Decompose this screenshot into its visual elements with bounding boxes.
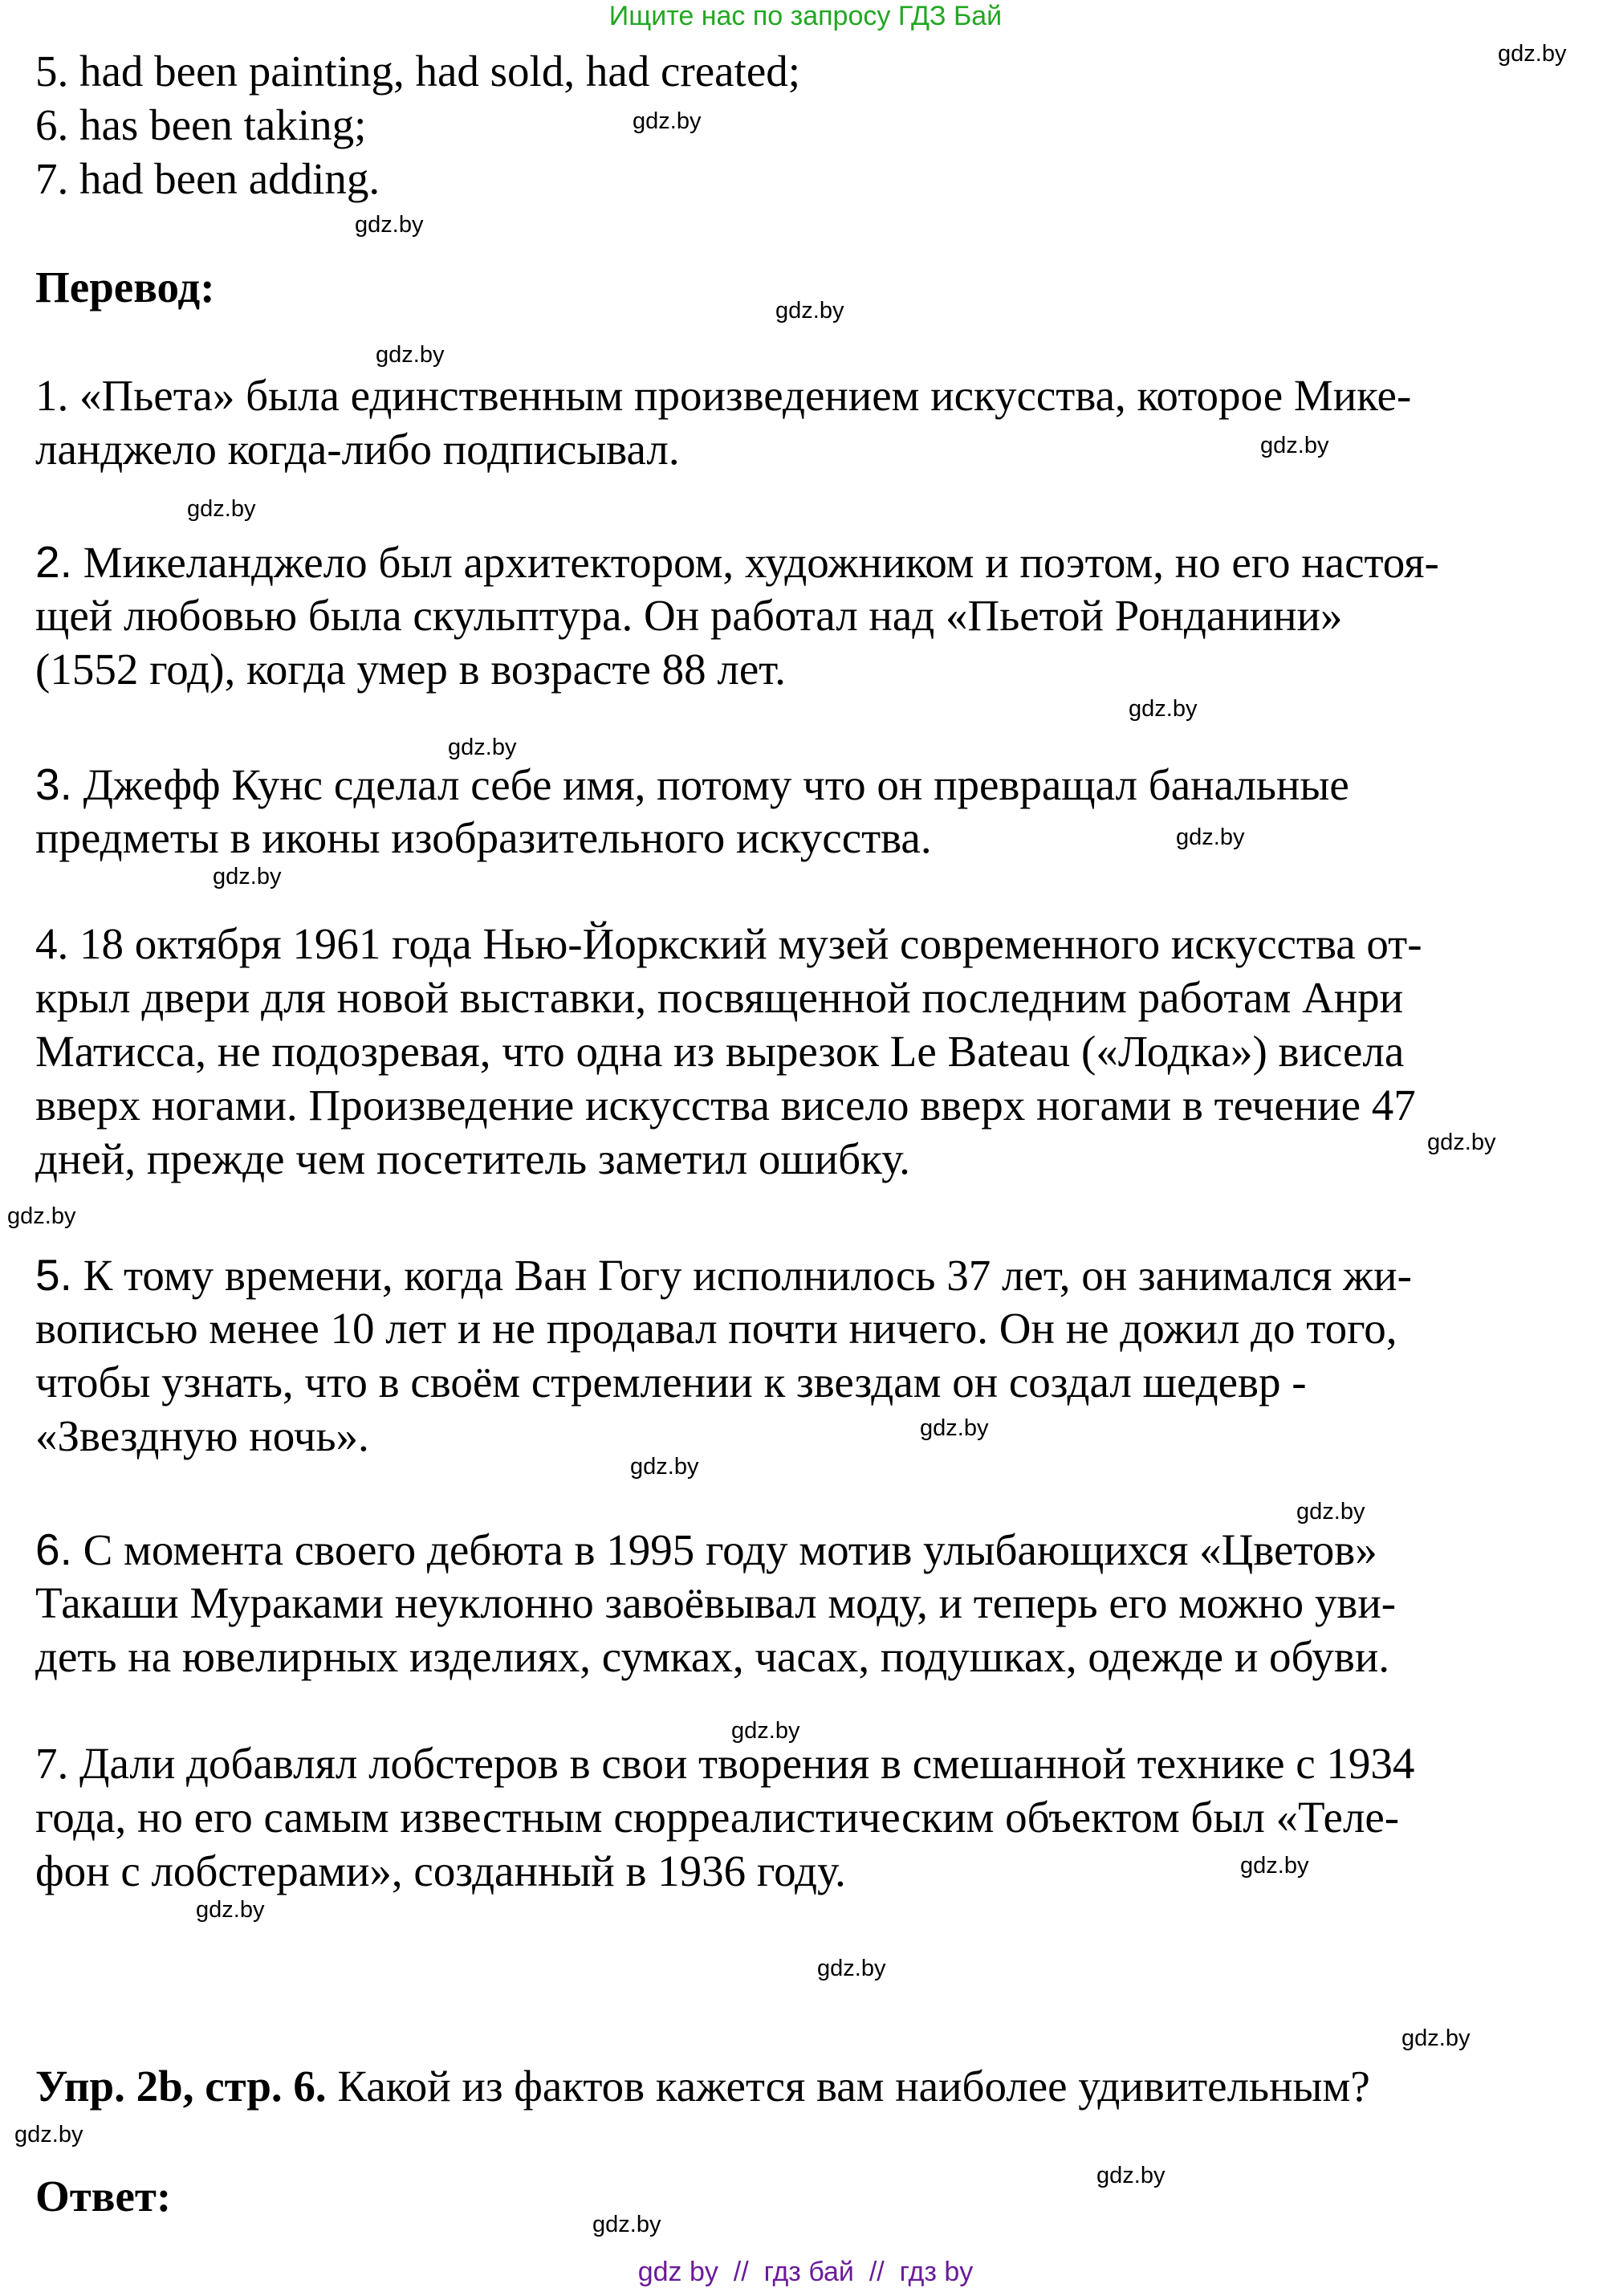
answer-line-7: 7. had been adding.	[35, 154, 380, 203]
exercise-question-line	[35, 2060, 1370, 2113]
paragraph-6-number: 6.	[35, 1525, 72, 1574]
paragraph-3-line-1	[35, 758, 1349, 812]
paragraph-4-line-1	[35, 918, 1422, 971]
paragraph-2-line-3: (1552 год), когда умер в возрасте 88 лет.	[35, 645, 786, 694]
footer-links[interactable]: gdz by // гдз бай // гдз by	[637, 2257, 974, 2287]
paragraph-4-line-2: крыл двери для новой выставки, посвященной последним работам Анри	[35, 973, 1404, 1022]
paragraph-6-line-2: Такаши Мураками неуклонно завоёвывал моду, и теперь его можно уви-	[35, 1578, 1397, 1627]
paragraph-7-line-2: года, но его самым известным сюрреалистическим объектом был «Теле-	[35, 1793, 1400, 1842]
exercise-label: Упр. 2b, стр. 6.	[35, 2062, 327, 2111]
paragraph-5-number: 5.	[35, 1250, 72, 1300]
watermark: gdz.by	[633, 108, 702, 134]
paragraph-6-line-3: деть на ювелирных изделиях, сумках, часах, подушках, одежде и обуви.	[35, 1632, 1390, 1681]
paragraph-1-text: «Пьета» была единственным произведением искусства, которое Мике-	[79, 371, 1412, 420]
top-banner[interactable]: Ищите нас по запросу ГДЗ Бай	[608, 1, 1003, 31]
watermark: gdz.by	[1096, 2163, 1166, 2188]
watermark: gdz.by	[1427, 1130, 1496, 1155]
answer-heading: Ответ:	[35, 2172, 172, 2221]
watermark: gdz.by	[1176, 824, 1245, 850]
paragraph-4-line-5: дней, прежде чем посетитель заметил ошибку.	[35, 1134, 910, 1183]
paragraph-7-number: 7.	[35, 1739, 69, 1788]
watermark: gdz.by	[1296, 1499, 1365, 1525]
exercise-question: Какой из фактов кажется вам наиболее удивительным?	[337, 2062, 1370, 2111]
translation-heading: Перевод:	[35, 263, 215, 311]
paragraph-5-line-4: «Звездную ночь».	[35, 1411, 369, 1460]
watermark: gdz.by	[592, 2212, 661, 2237]
paragraph-7-line-1	[35, 1737, 1414, 1790]
paragraph-1-line-1	[35, 369, 1411, 422]
watermark: gdz.by	[817, 1956, 886, 1981]
paragraph-5-line-2: вописью менее 10 лет и не продавал почти ничего. Он не дожил до того,	[35, 1304, 1397, 1353]
paragraph-2-line-2: щей любовью была скульптура. Он работал над «Пьетой Ронданини»	[35, 591, 1343, 640]
watermark: gdz.by	[1129, 696, 1198, 722]
paragraph-3-text: Джефф Кунс сделал себе имя, потому что он превращал банальные	[83, 760, 1349, 809]
paragraph-3-number: 3.	[35, 759, 72, 809]
watermark: gdz.by	[14, 2122, 83, 2147]
paragraph-5-line-3: чтобы узнать, что в своём стремлении к звездам он создал шедевр -	[35, 1358, 1307, 1407]
watermark: gdz.by	[355, 212, 424, 238]
watermark: gdz.by	[7, 1203, 76, 1229]
paragraph-5-text: К тому времени, когда Ван Гогу исполнилось 37 лет, он занимался жи-	[83, 1251, 1412, 1300]
paragraph-7-text: Дали добавлял лобстеров в свои творения в смешанной технике с 1934	[79, 1739, 1415, 1788]
watermark: gdz.by	[1498, 41, 1567, 67]
paragraph-4-text: 18 октября 1961 года Нью-Йоркский музей современного искусства от-	[79, 919, 1422, 968]
watermark: gdz.by	[376, 342, 445, 368]
watermark: gdz.by	[1401, 2025, 1471, 2051]
paragraph-4-line-3: Матисса, не подозревая, что одна из вырезок Le Bateau («Лодка») висела	[35, 1027, 1405, 1076]
paragraph-2-number: 2.	[35, 537, 72, 587]
watermark: gdz.by	[1240, 1853, 1309, 1879]
watermark: gdz.by	[775, 298, 844, 324]
paragraph-3-line-2: предметы в иконы изобразительного искусства.	[35, 813, 932, 862]
paragraph-7-line-3: фон с лобстерами», созданный в 1936 году.	[35, 1846, 846, 1895]
paragraph-6-line-1	[35, 1523, 1377, 1577]
watermark: gdz.by	[731, 1718, 800, 1744]
paragraph-6-text: С момента своего дебюта в 1995 году мотив улыбающихся «Цветов»	[83, 1525, 1377, 1574]
answer-line-5: 5. had been painting, had sold, had created;	[35, 47, 801, 96]
watermark: gdz.by	[630, 1454, 699, 1480]
answer-line-6: 6. has been taking;	[35, 100, 367, 149]
paragraph-2-text: Микеланджело был архитектором, художником и поэтом, но его настоя-	[83, 538, 1439, 587]
paragraph-1-line-2: ланджело когда-либо подписывал.	[35, 425, 680, 474]
paragraph-4-number: 4.	[35, 919, 69, 968]
paragraph-5-line-1	[35, 1248, 1412, 1302]
watermark: gdz.by	[920, 1415, 989, 1441]
paragraph-4-line-4: вверх ногами. Произведение искусства висело вверх ногами в течение 47	[35, 1081, 1416, 1130]
watermark: gdz.by	[187, 496, 256, 522]
paragraph-1-number: 1.	[35, 371, 69, 420]
watermark: gdz.by	[196, 1897, 265, 1923]
watermark: gdz.by	[1260, 433, 1329, 458]
paragraph-2-line-1	[35, 535, 1439, 589]
watermark: gdz.by	[448, 735, 517, 760]
watermark: gdz.by	[213, 864, 282, 889]
